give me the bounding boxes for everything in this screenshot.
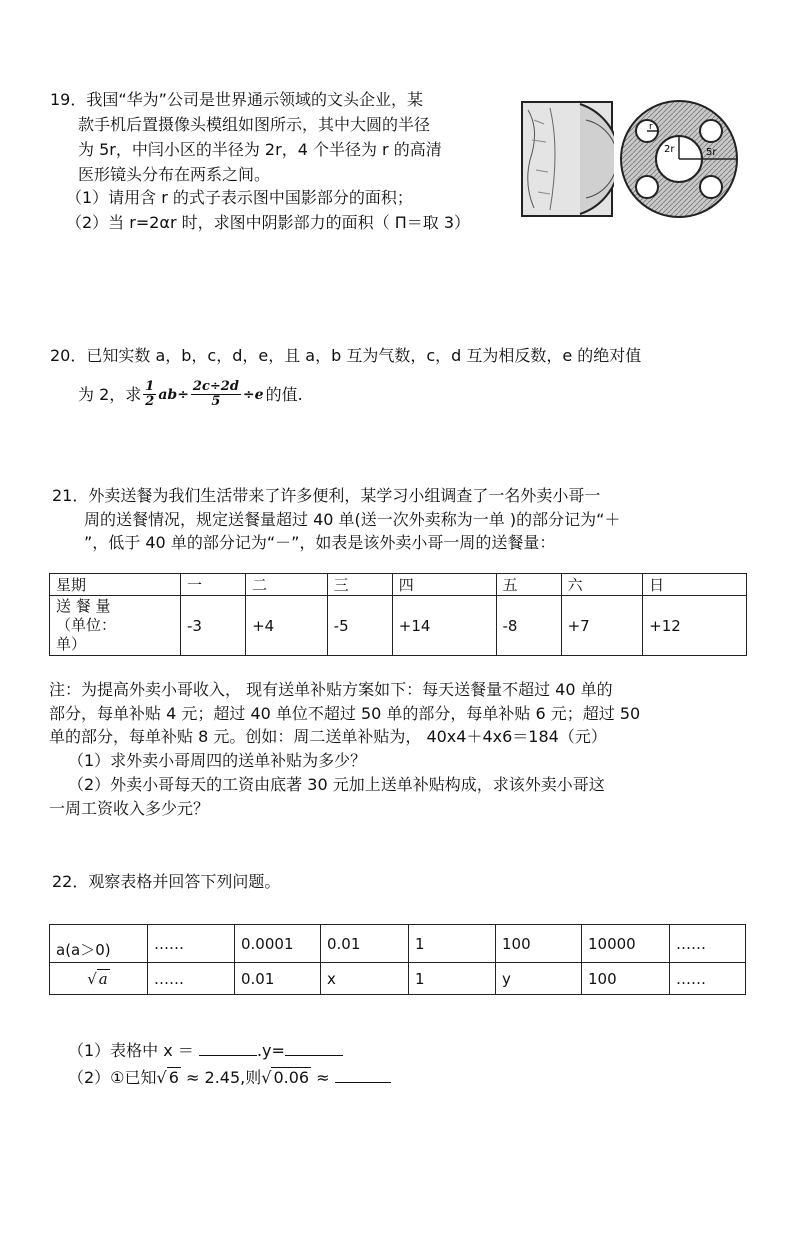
q22-part-2-pre: （2）①已知 (68, 1068, 157, 1087)
row-a-label: a(a＞0) (50, 925, 148, 963)
sqrt-table-row-sqrt (50, 963, 746, 995)
label-5r: 5r (706, 147, 717, 158)
q20-line-2 (78, 380, 303, 409)
delivery-table-header (50, 574, 747, 596)
row-sqrt-cell: 100 (582, 963, 670, 995)
value-cell: -3 (181, 596, 246, 656)
row-a-cell: …… (670, 925, 746, 963)
row-a-cell: 10000 (582, 925, 670, 963)
cd-numerator: 2c÷2d (192, 379, 239, 394)
value-cell: -5 (327, 596, 392, 656)
q21-part-2-line-1: （2）外卖小哥每天的工资由底著 30 元加上送单补贴构成，求该外卖小哥这 (68, 775, 605, 794)
row-sqrt-label (50, 963, 148, 995)
value-cell: +7 (561, 596, 643, 656)
header-cell: 四 (392, 574, 496, 596)
header-cell: 一 (181, 574, 246, 596)
label-2r: 2r (664, 144, 675, 155)
row-a-cell: 1 (409, 925, 496, 963)
q21-line-1: 21．外卖送餐为我们生活带来了许多便利，某学习小组调查了一名外卖小哥一 (52, 486, 601, 505)
cd-fraction (191, 380, 241, 409)
q19-line-1: 19．我国“华为”公司是世界通示领域的文头企业，某 (50, 90, 423, 109)
delivery-table (49, 573, 747, 656)
q19-part-1: （1）请用含 r 的式子表示图中国影部分的面积； (66, 188, 413, 207)
label-r: r (649, 122, 653, 132)
q20-line-1: 20．已知实数 a，b，c，d，e，且 a，b 互为气数，c，d 互为相反数，e 的绝对值 (50, 346, 642, 365)
sqrt006-expression: √ 0.06 (261, 1068, 310, 1087)
note-line-3: 单的部分，每单补贴 8 元。创如：周二送单补贴为， 40x4＋4x6＝184（元） (49, 727, 607, 746)
row-sqrt-cell: y (496, 963, 582, 995)
q20-line-2-pre: 为 2，求 (78, 384, 142, 404)
q20-line-2-post: 的值. (265, 384, 303, 404)
y-answer-blank[interactable] (285, 1055, 343, 1056)
sqrt-table (49, 924, 746, 995)
q19-line-4: 医形镜头分布在两系之间。 (78, 165, 271, 184)
lens-circle-bottom-left (636, 176, 658, 198)
q22-part-1-pre: （1）表格中 (68, 1041, 159, 1060)
header-cell: 二 (246, 574, 328, 596)
row-a-cell: 100 (496, 925, 582, 963)
delivery-table-row (50, 596, 747, 656)
sqrt006-answer-blank[interactable] (335, 1082, 391, 1083)
row-sqrt-cell: …… (670, 963, 746, 995)
q21-line-3: ”，低于 40 单的部分记为“－”，如表是该外卖小哥一周的送餐量： (84, 533, 556, 552)
q19-part-2: （2）当 r=2αr 时，求图中阴影部力的面积（ Π＝取 3） (66, 213, 471, 232)
half-fraction (143, 380, 156, 409)
row-a-cell: …… (148, 925, 235, 963)
e-term: ÷e (242, 386, 264, 403)
sqrt-symbol: √ a (87, 969, 108, 988)
row-label-line: 单） (56, 635, 87, 653)
x-answer-blank[interactable] (199, 1055, 257, 1056)
value-cell: +4 (246, 596, 328, 656)
lens-circle-bottom-right (700, 176, 722, 198)
q21-line-2: 周的送餐情况，规定送餐量超过 40 单(送一次外卖称为一单 )的部分记为“＋ (84, 510, 621, 529)
cd-denominator: 5 (211, 394, 221, 409)
header-cell: 日 (643, 574, 747, 596)
row-sqrt-cell: 1 (409, 963, 496, 995)
sqrt6-radicand: 6 (168, 1068, 179, 1087)
row-a-cell: 0.01 (321, 925, 409, 963)
half-numerator: 1 (145, 379, 155, 394)
row-a-cell: 0.0001 (235, 925, 321, 963)
q22-part-1 (68, 1039, 343, 1063)
approx-sign: ≈ (316, 1068, 330, 1087)
camera-module-photo (520, 100, 614, 218)
camera-diagram (618, 98, 740, 220)
q19-line-2: 款手机后置摄像头模组如图所示，其中大圆的半径 (78, 115, 431, 134)
q21-part-2-line-2: 一周工资收入多少元？ (49, 799, 210, 818)
row-label-line: （单位： (56, 616, 117, 634)
value-cell: +12 (643, 596, 747, 656)
y-label: .y= (256, 1041, 285, 1060)
q22-title: 22．观察表格并回答下列问题。 (52, 872, 281, 891)
lens-circle-top-right (700, 120, 722, 142)
value-cell: -8 (496, 596, 561, 656)
value-cell: +14 (392, 596, 496, 656)
sqrt-a: a (98, 969, 108, 988)
q21-part-1: （1）求外卖小哥周四的送单补贴为多少？ (68, 751, 367, 770)
row-sqrt-cell: x (321, 963, 409, 995)
half-denominator: 2 (145, 394, 155, 409)
header-cell: 五 (496, 574, 561, 596)
header-cell: 六 (561, 574, 643, 596)
q19-line-3: 为 5r，中闫小区的半径为 2r，4 个半径为 r 的高清 (78, 140, 442, 159)
sqrt-table-row-a (50, 925, 746, 963)
x-label: x ＝ (163, 1041, 194, 1060)
note-line-1: 注：为提高外卖小哥收入， 现有送单补贴方案如下：每天送餐量不超过 40 单的 (49, 680, 613, 699)
sqrt6-expression: √ 6 (156, 1068, 179, 1087)
sqrt006-radicand: 0.06 (273, 1068, 310, 1087)
header-cell: 星期 (50, 574, 181, 596)
header-cell: 三 (327, 574, 392, 596)
approx-text: ≈ 2.45,则 (186, 1068, 262, 1087)
row-label-cell (50, 596, 181, 656)
note-line-2: 部分，每单补贴 4 元；超过 40 单位不超过 50 单的部分，每单补贴 6 元；超过 50 (49, 704, 641, 723)
row-sqrt-cell: 0.01 (235, 963, 321, 995)
ab-term: ab÷ (158, 386, 189, 403)
q22-part-2 (68, 1066, 391, 1090)
row-label-line: 送 餐 量 (56, 597, 111, 615)
row-sqrt-cell: …… (148, 963, 235, 995)
